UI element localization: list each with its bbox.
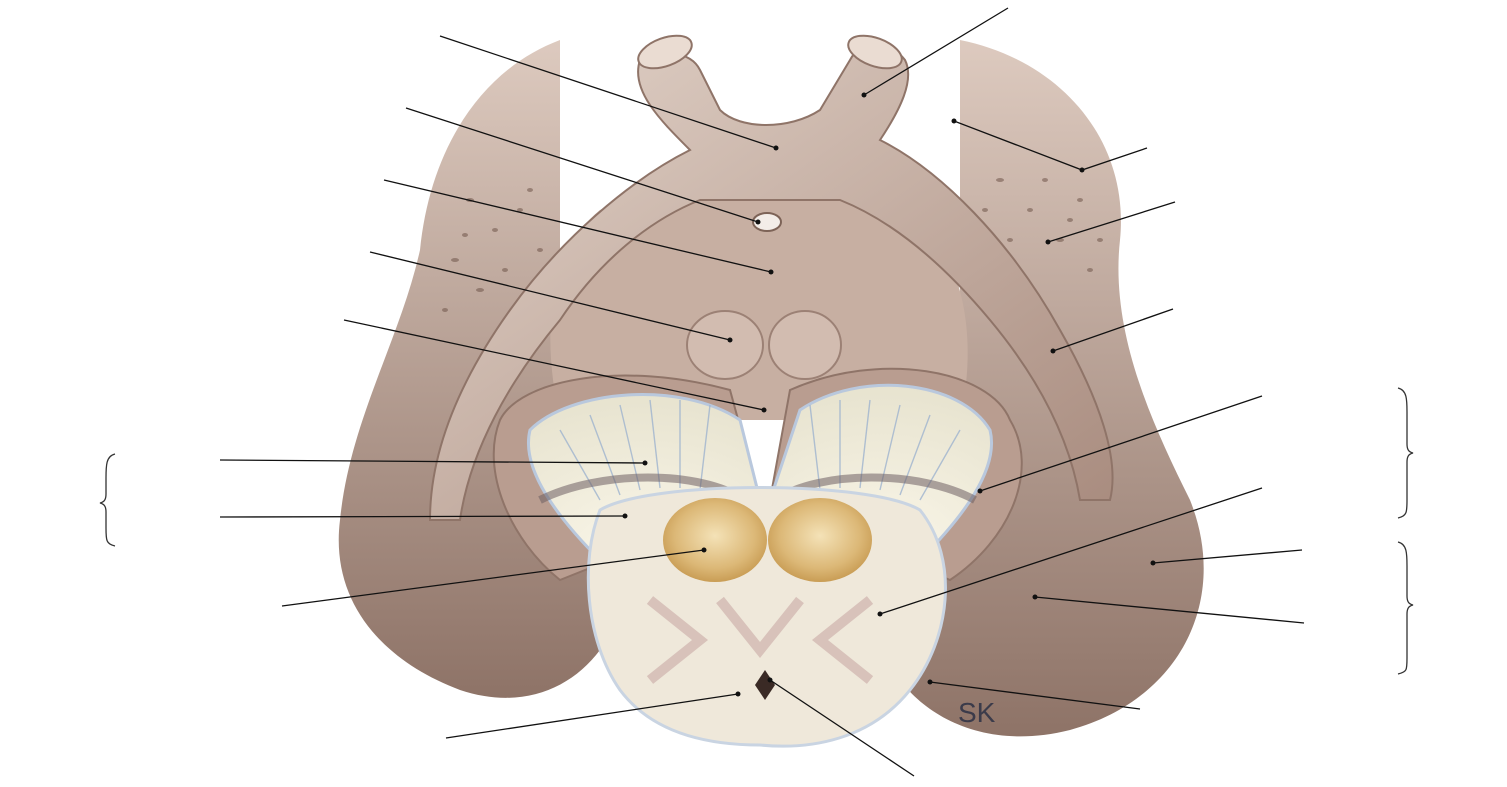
midbrain-tegmentum [588, 488, 945, 747]
right-bracket-lower [1398, 542, 1413, 674]
artist-initials: SK [958, 697, 996, 728]
right-red-nucleus [768, 498, 872, 582]
left-bracket [100, 454, 115, 546]
right-mamillary-body [769, 311, 841, 379]
left-mamillary-body [687, 311, 763, 379]
right-bracket-upper [1398, 388, 1413, 518]
left-red-nucleus [663, 498, 767, 582]
